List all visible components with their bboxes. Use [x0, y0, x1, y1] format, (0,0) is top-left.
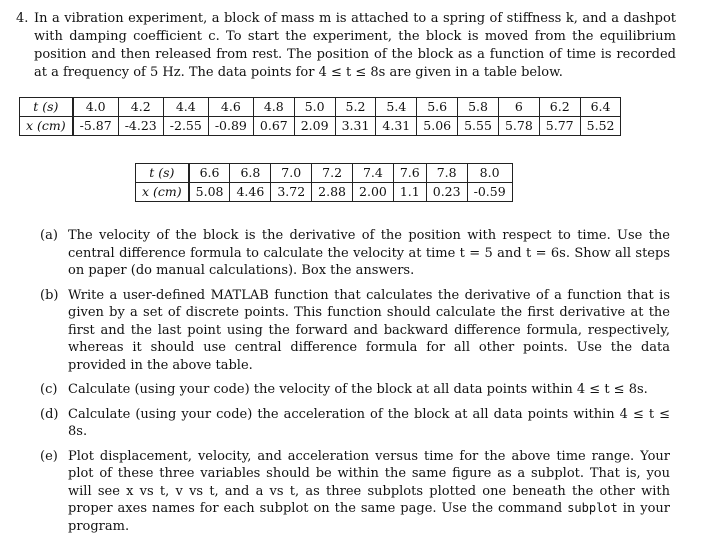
table-cell: 6.8 — [230, 164, 271, 183]
problem-number: 4. — [16, 11, 29, 26]
part-d — [40, 406, 670, 441]
table-cell: 4.46 — [230, 183, 271, 202]
table-cell: 4.8 — [253, 98, 294, 117]
table-cell: 5.06 — [417, 117, 458, 136]
table-cell: 0.67 — [253, 117, 294, 136]
table-cell: 7.4 — [353, 164, 394, 183]
part-label: (b) — [40, 287, 59, 303]
part-text: Plot displacement, velocity, and acceleration versus time for the above time range. Your plot of these three variables should be within the same figure as a subplot. That is, you will see x vs t, v vs t, and a vs t, as three subplots plotted one beneath the other with proper axes names for each subplot on the same page. Use the command — [68, 448, 670, 516]
table-cell: 5.78 — [498, 117, 539, 136]
table-cell: 3.31 — [335, 117, 376, 136]
table-cell: 6.4 — [580, 98, 621, 117]
table-row-time — [136, 164, 513, 183]
table-cell: 2.00 — [353, 183, 394, 202]
table-cell: 8.0 — [467, 164, 512, 183]
table-cell: -2.55 — [163, 117, 208, 136]
problem-intro: In a vibration experiment, a block of mass m is attached to a spring of stiffness k, and a dashpot with damping coefficient c. To start the experiment, the block is moved from the equilibrium position and then released from rest. The position of the block as a function of time is recorded at a frequency of 5 Hz. The data points for 4 ≤ t ≤ 8s are given in a table below. — [34, 11, 676, 80]
table-header-position: x (cm) — [20, 117, 73, 136]
part-text: Calculate (using your code) the velocity of the block at all data points within 4 ≤ t ≤ 8s. — [68, 382, 648, 397]
part-text: The velocity of the block is the derivative of the position with respect to time. Use the central difference formula to calculate the velocity at time t = 5 and t = 6s. Show all steps on paper (do manual calculations). Box the answers. — [68, 228, 670, 278]
table-cell: 6 — [498, 98, 539, 117]
part-text: Calculate (using your code) the acceleration of the block at all data points within 4 ≤ t ≤ 8s. — [68, 406, 670, 439]
part-label: (c) — [40, 382, 58, 397]
table-cell: -5.87 — [73, 117, 119, 136]
table-row-position — [136, 183, 513, 202]
data-table-1 — [19, 97, 621, 136]
table-header-time: t (s) — [136, 164, 189, 183]
table-cell: -4.23 — [118, 117, 163, 136]
table-cell: 7.6 — [393, 164, 426, 183]
table-cell: -0.89 — [208, 117, 253, 136]
table-cell: 5.08 — [189, 183, 230, 202]
table-cell: 5.8 — [458, 98, 499, 117]
part-b — [40, 287, 670, 375]
table-cell: 3.72 — [271, 183, 312, 202]
table-row-position — [20, 117, 621, 136]
table-row-time — [20, 98, 621, 117]
table-cell: 5.4 — [376, 98, 417, 117]
table-cell: 4.0 — [73, 98, 119, 117]
table-cell: 4.2 — [118, 98, 163, 117]
table-cell: 5.6 — [417, 98, 458, 117]
table-cell: 5.77 — [539, 117, 580, 136]
table-header-time: t (s) — [20, 98, 73, 117]
table-cell: 5.0 — [294, 98, 335, 117]
part-text-end: in your program. — [68, 501, 675, 534]
table-cell: 5.52 — [580, 117, 621, 136]
part-c — [40, 381, 670, 399]
table-cell: 4.4 — [163, 98, 208, 117]
question-parts — [40, 227, 675, 542]
problem-statement — [16, 10, 676, 82]
data-table-2 — [135, 163, 513, 202]
table-cell: 7.2 — [312, 164, 353, 183]
table-cell: 5.2 — [335, 98, 376, 117]
part-e — [40, 448, 675, 536]
part-label: (d) — [40, 406, 59, 422]
table-header-position: x (cm) — [136, 183, 189, 202]
part-a — [40, 227, 670, 280]
table-cell: 7.0 — [271, 164, 312, 183]
table-cell: 5.55 — [458, 117, 499, 136]
part-text: Write a user-defined MATLAB function that calculates the derivative of a function that is given by a set of discrete points. This function should calculate the first derivative at the first and the last point using the forward and backward difference formula, respectively, whereas it should use central difference formula for all other points. Use the data provided in the above table. — [68, 287, 670, 373]
part-label: (e) — [40, 448, 58, 464]
table-cell: 4.6 — [208, 98, 253, 117]
table-cell: 6.6 — [189, 164, 230, 183]
table-cell: 4.31 — [376, 117, 417, 136]
part-label: (a) — [40, 228, 58, 243]
table-cell: 2.09 — [294, 117, 335, 136]
code-subplot: subplot — [567, 501, 618, 515]
table-cell: 7.8 — [426, 164, 467, 183]
table-cell: 1.1 — [393, 183, 426, 202]
table-cell: 2.88 — [312, 183, 353, 202]
table-cell: 6.2 — [539, 98, 580, 117]
table-cell: -0.59 — [467, 183, 512, 202]
table-cell: 0.23 — [426, 183, 467, 202]
